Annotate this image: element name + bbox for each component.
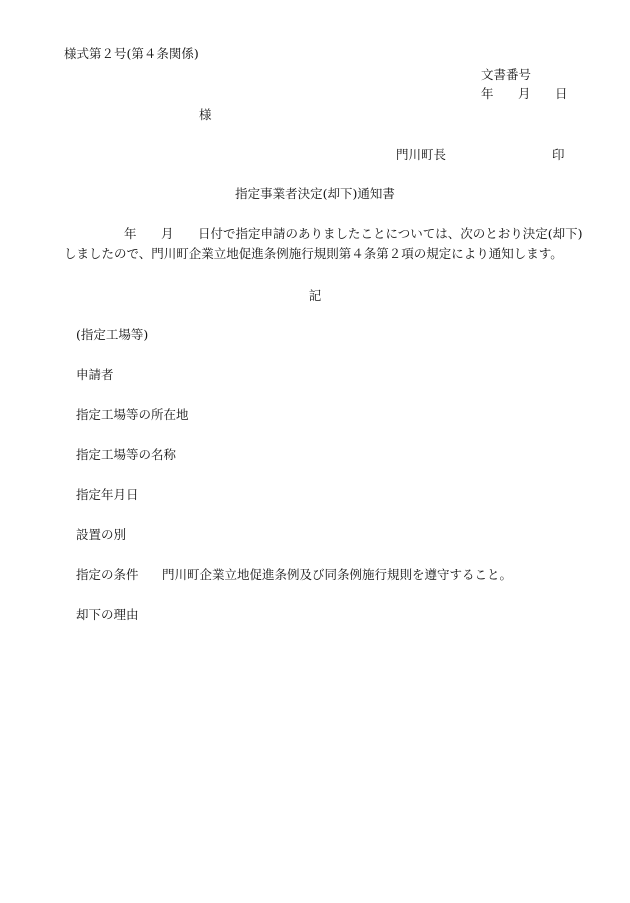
ki-heading: 記 — [308, 288, 322, 303]
item-installation-type: 設置の別 — [76, 527, 127, 542]
item-designated-factory: (指定工場等) — [76, 327, 149, 342]
body-month-label: 月 — [161, 226, 174, 241]
form-number: 様式第２号(第４条関係) — [64, 46, 199, 61]
body-line-2: しましたので、門川町企業立地促進条例施行規則第４条第２項の規定により通知します。 — [64, 246, 563, 261]
date-year-label: 年 — [481, 86, 494, 101]
issuer-name: 門川町長 — [396, 147, 447, 162]
item-designation-date: 指定年月日 — [76, 487, 139, 502]
item-conditions: 指定の条件 — [76, 567, 139, 582]
body-year-label: 年 — [124, 226, 137, 241]
body-line-1-text: 日付で指定申請のありましたことについては、次のとおり決定(却下) — [198, 226, 583, 241]
date-day-label: 日 — [555, 86, 568, 101]
item-factory-name: 指定工場等の名称 — [76, 447, 177, 462]
item-factory-location: 指定工場等の所在地 — [76, 407, 189, 422]
item-rejection-reason: 却下の理由 — [76, 607, 139, 622]
item-conditions-value: 門川町企業立地促進条例及び同条例施行規則を遵守すること。 — [162, 567, 513, 582]
addressee-suffix: 様 — [199, 107, 212, 122]
seal-mark: 印 — [552, 147, 565, 162]
document-number-label: 文書番号 — [481, 67, 532, 82]
document-title: 指定事業者決定(却下)通知書 — [235, 186, 395, 201]
item-applicant: 申請者 — [76, 367, 114, 382]
date-month-label: 月 — [518, 86, 531, 101]
